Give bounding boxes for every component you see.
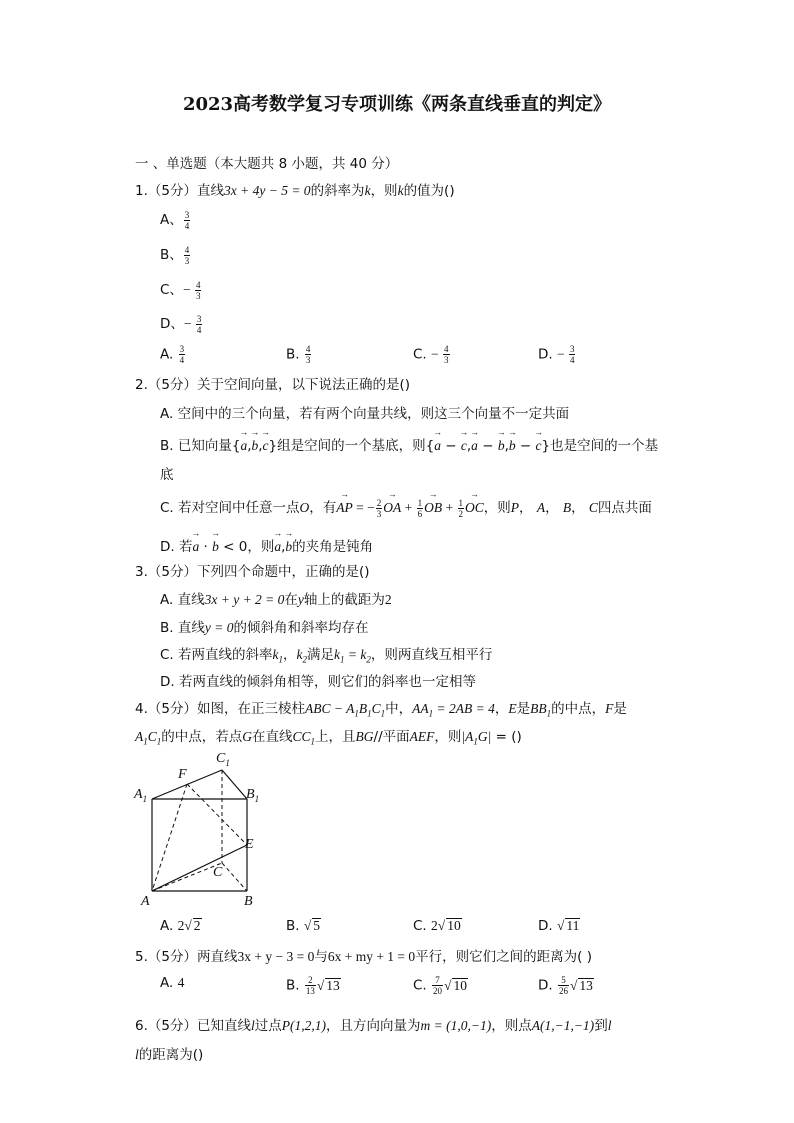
minus-sign: − — [556, 346, 568, 362]
fraction — [305, 975, 316, 996]
denominator: 26 — [558, 986, 568, 996]
option-label: B、 — [160, 247, 183, 263]
square-root — [184, 918, 201, 934]
question-1-choice-a[interactable] — [160, 344, 186, 365]
radical-sign: √ — [437, 918, 446, 933]
option-label: C. — [413, 918, 432, 934]
figure-label-b1: $B_1$ — [246, 787, 260, 804]
coefficient: 2 — [177, 918, 185, 933]
figure-label-a: A — [141, 894, 150, 909]
numerator: 4 — [195, 279, 201, 290]
fraction — [432, 975, 443, 996]
question-5-option-d[interactable] — [538, 975, 594, 996]
section-heading: 一 、单选题（本大题共 8 小题，共 40 分） — [135, 156, 399, 172]
figure-label-f: F — [178, 767, 187, 782]
question-4-stem-line1: 4.（5分）如图，在正三棱柱ABC − $A_1B_1C_1$中，$AA_1 = 2AB = 4$，E是$BB_1$的中点，F是 — [135, 701, 627, 719]
segment-ae — [152, 845, 247, 891]
numerator: 3 — [569, 344, 575, 354]
question-2-option-b[interactable]: B. 已知向量{→ a,→ b,→ c}组是空间的一个基底，则{→ a − → c,→ a − → b,→ b − → c}也是空间的一个基 — [160, 434, 658, 454]
numerator: 3 — [184, 209, 190, 220]
question-4-option-a[interactable] — [160, 918, 202, 934]
square-root — [570, 978, 594, 994]
radicand: 10 — [447, 918, 461, 933]
radical-sign: √ — [303, 918, 312, 933]
question-1-choice-d[interactable] — [538, 344, 576, 365]
radical-sign: √ — [316, 977, 325, 993]
denominator: 4 — [569, 355, 575, 365]
numerator: 5 — [558, 975, 569, 986]
question-5-option-b[interactable] — [286, 975, 341, 996]
fraction — [569, 344, 576, 365]
page-title: 2023高考数学复习专项训练《两条直线垂直的判定》 — [182, 94, 612, 115]
option-label: D. — [538, 918, 557, 934]
coefficient: 2 — [431, 918, 438, 933]
numerator: 3 — [179, 344, 185, 354]
question-1-option-c[interactable] — [160, 278, 202, 301]
figure-label-b: B — [244, 894, 253, 909]
radicand: 13 — [579, 977, 593, 993]
question-1-choice-c[interactable] — [413, 344, 451, 365]
radicand: 2 — [193, 918, 201, 933]
figure-label-c: C — [213, 865, 223, 880]
question-2-option-b-cont: 底 — [160, 467, 174, 483]
option-label: C. — [413, 977, 432, 994]
option-label: C. — [413, 346, 432, 363]
edge-c1b1 — [222, 770, 247, 799]
question-3-option-c[interactable]: C. 若两直线的斜率$k_1$，$k_2$满足$k_1 = k_2$，则两直线互相平行 — [160, 647, 493, 665]
fraction — [196, 314, 203, 335]
question-3-stem: 3.（5分）下列四个命题中，正确的是() — [135, 564, 370, 580]
square-root — [444, 978, 468, 994]
edge-ac — [152, 863, 222, 891]
question-5-option-a[interactable] — [160, 975, 184, 991]
question-2-option-d[interactable]: D. 若→ a · → b < 0，则→ a,→ b的夹角是钝角 — [160, 535, 373, 555]
fraction — [305, 344, 312, 365]
question-3-option-d[interactable]: D. 若两直线的倾斜角相等，则它们的斜率也一定相等 — [160, 674, 476, 690]
option-value: 4 — [177, 975, 185, 990]
fraction — [179, 344, 186, 365]
fraction — [558, 975, 569, 996]
radical-sign: √ — [444, 977, 452, 993]
question-5-option-c[interactable] — [413, 975, 468, 996]
question-1-stem: 1.（5分）直线3x + 4y − 5 = 0的斜率为k，则k的值为() — [135, 183, 455, 199]
denominator: 20 — [433, 986, 443, 996]
denominator: 4 — [179, 355, 185, 365]
minus-sign: − — [183, 316, 195, 331]
square-root — [438, 918, 462, 934]
radical-sign: √ — [569, 977, 578, 993]
option-label: B. — [286, 346, 304, 363]
question-1-option-a[interactable] — [160, 208, 191, 231]
edge-cb — [222, 863, 247, 891]
option-label: A. — [160, 975, 178, 991]
question-4-stem-line2: $A_1C_1$的中点，若点G在直线$CC_1$上，且BG//平面AEF，则$|A_1G|$ = () — [135, 729, 522, 747]
subscript: 1 — [254, 793, 260, 804]
square-root — [557, 918, 580, 934]
question-4-option-c[interactable] — [413, 918, 462, 934]
fraction — [195, 280, 202, 301]
question-1-option-b[interactable] — [160, 243, 191, 266]
option-label: D、 — [160, 316, 184, 332]
question-5-stem: 5.（5分）两直线3x + y − 3 = 0与6x + my + 1 = 0平行，则它们之间的距离为( ) — [135, 949, 592, 965]
option-label: B. — [286, 977, 304, 994]
question-2-option-a[interactable]: A. 空间中的三个向量，若有两个向量共线，则这三个向量不一定共面 — [160, 406, 570, 422]
segment-fe — [187, 784, 247, 845]
denominator: 3 — [184, 255, 190, 266]
question-2-option-c[interactable]: C. 若对空间中任意一点O，有→ AP = − $\frac{2}{3}$ → OA + $\frac{1}{6}$ → OB + $\frac{1}{2}$ → OC，则P， A， B， C四点共面 — [160, 496, 652, 519]
question-3-option-a[interactable]: A. 直线3x + y + 2 = 0在y轴上的截距为2 — [160, 592, 392, 608]
subscript: 1 — [225, 757, 230, 768]
option-label: A. — [160, 918, 178, 934]
option-label: C、 — [160, 282, 183, 298]
question-2-stem: 2.（5分）关于空间向量，以下说法正确的是() — [135, 377, 411, 393]
fraction — [184, 245, 191, 266]
denominator: 4 — [184, 220, 190, 231]
question-1-option-d[interactable] — [160, 312, 203, 335]
radical-sign: √ — [184, 918, 192, 933]
option-label: D. — [538, 977, 557, 994]
question-6-stem-line2: l的距离为() — [135, 1047, 204, 1063]
minus-sign: − — [431, 346, 443, 362]
question-3-option-b[interactable]: B. 直线y = 0的倾斜角和斜率均存在 — [160, 620, 369, 636]
question-1-choice-b[interactable] — [286, 344, 312, 365]
fraction — [443, 344, 450, 365]
figure-label-c1: $C_1$ — [216, 751, 230, 768]
fraction — [184, 210, 191, 231]
radical-sign: √ — [556, 918, 565, 933]
radicand: 5 — [313, 918, 321, 933]
numerator: 7 — [432, 975, 443, 986]
denominator: 4 — [196, 324, 202, 335]
segment-fa — [152, 784, 187, 891]
prism-figure — [130, 748, 280, 913]
figure-label-e: E — [245, 837, 254, 852]
numerator: 4 — [305, 344, 311, 354]
numerator: 4 — [444, 344, 449, 354]
numerator: 4 — [184, 244, 190, 255]
square-root — [304, 918, 321, 934]
option-label: B. — [286, 918, 304, 934]
option-label: D. — [538, 346, 557, 363]
radicand: 11 — [566, 918, 580, 933]
option-label: A、 — [160, 212, 183, 228]
question-4-option-b[interactable] — [286, 918, 321, 934]
radicand: 13 — [326, 977, 340, 993]
radicand: 10 — [453, 977, 467, 993]
question-4-option-d[interactable] — [538, 918, 580, 934]
question-6-stem-line1: 6.（5分）已知直线l过点P(1,2,1)，且方向向量为m = (1,0,−1)，则点A(1,−1,−1)到l — [135, 1018, 612, 1034]
denominator: 3 — [195, 290, 201, 301]
subscript: 1 — [142, 793, 148, 804]
denominator: 13 — [305, 986, 315, 996]
denominator: 3 — [444, 355, 449, 365]
numerator: 3 — [196, 313, 202, 324]
square-root — [317, 978, 341, 994]
figure-label-a1: $A_1$ — [134, 787, 148, 804]
option-label: A. — [160, 346, 178, 363]
minus-sign: − — [182, 282, 194, 297]
denominator: 3 — [305, 355, 311, 365]
numerator: 2 — [305, 975, 316, 986]
